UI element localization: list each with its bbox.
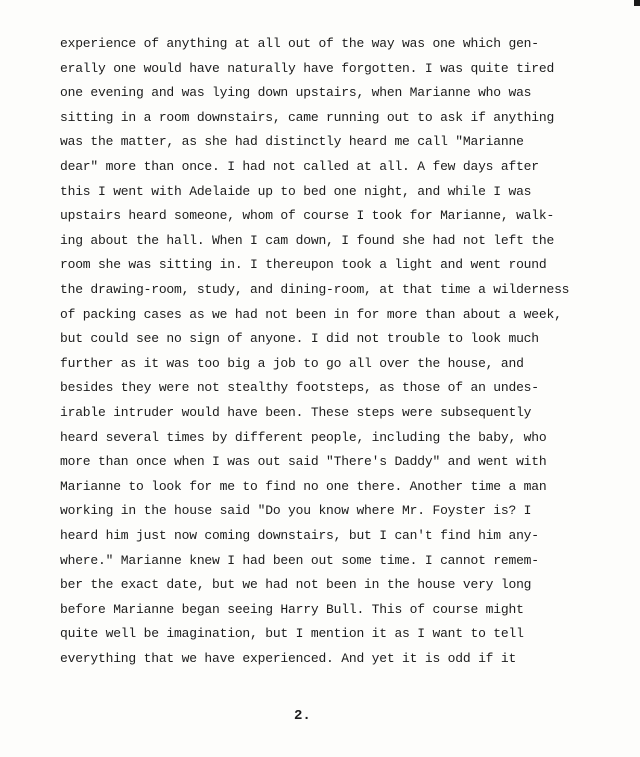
text-line: the drawing-room, study, and dining-room, at that time a wilderness [60,282,570,297]
text-line: this I went with Adelaide up to bed one night, and while I was [60,183,532,199]
text-line: room she was sitting in. I thereupon took a light and went round [60,257,547,273]
text-line: besides they were not stealthy footsteps, as those of an undes- [60,380,539,396]
text-line: ber the exact date, but we had not been in the house very long [60,577,532,593]
text-line: heard him just now coming downstairs, but I can't find him any- [60,528,539,543]
text-line: more than once when I was out said "There's Daddy" and went with [60,454,547,470]
text-line: before Marianne began seeing Harry Bull. This of course might [60,601,524,617]
text-line: upstairs heard someone, whom of course I took for Marianne, walk- [60,208,555,224]
text-line: where." Marianne knew I had been out some time. I cannot remem- [60,552,539,568]
text-line: ing about the hall. When I cam down, I found she had not left the [60,232,555,248]
text-line: irable intruder would have been. These steps were subsequently [60,405,532,420]
text-line: was the matter, as she had distinctly heard me call "Marianne [60,134,524,150]
text-line: one evening and was lying down upstairs, when Marianne who was [60,85,532,101]
text-line: everything that we have experienced. And yet it is odd if it [60,651,517,666]
text-line: of packing cases as we had not been in for more than about a week, [60,306,562,322]
text-line: heard several times by different people, including the baby, who [60,429,547,445]
page-number: 2. [294,708,311,724]
text-line: further as it was too big a job to go all over the house, and [60,355,524,371]
text-line: Marianne to look for me to find no one there. Another time a man [60,478,547,494]
text-line: quite well be imagination, but I mention it as I want to tell [60,626,524,642]
text-line: sitting in a room downstairs, came running out to ask if anything [60,109,555,125]
corner-mark [634,0,640,6]
text-line: experience of anything at all out of the way was one which gen- [60,36,539,51]
text-line: erally one would have naturally have forgotten. I was quite tired [60,60,555,76]
text-line: but could see no sign of anyone. I did not trouble to look much [60,331,539,347]
text-line: working in the house said "Do you know where Mr. Foyster is? I [60,503,532,519]
text-line: dear" more than once. I had not called at all. A few days after [60,159,539,174]
